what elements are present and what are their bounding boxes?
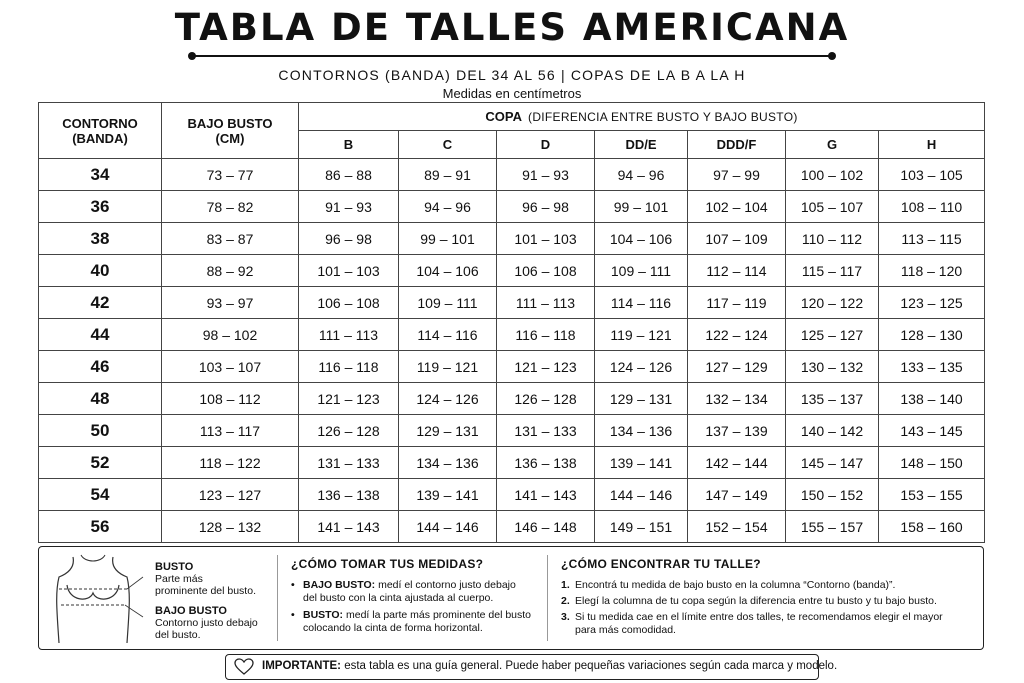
cup-cell: 137 – 139 — [688, 415, 786, 447]
cup-cell: 104 – 106 — [399, 255, 497, 287]
underbust-cell: 93 – 97 — [162, 287, 299, 319]
cup-cell: 153 – 155 — [879, 479, 985, 511]
cup-cell: 119 – 121 — [595, 319, 688, 351]
cup-cell: 136 – 138 — [299, 479, 399, 511]
cup-cell: 155 – 157 — [786, 511, 879, 543]
header-cup: COPA (DIFERENCIA ENTRE BUSTO Y BAJO BUSTO) — [299, 103, 985, 131]
cup-cell: 116 – 118 — [299, 351, 399, 383]
cup-cell: 107 – 109 — [688, 223, 786, 255]
cup-cell: 89 – 91 — [399, 159, 497, 191]
cup-cell: 96 – 98 — [299, 223, 399, 255]
cup-cell: 139 – 141 — [399, 479, 497, 511]
header-cup-d: D — [497, 131, 595, 159]
cup-cell: 128 – 130 — [879, 319, 985, 351]
heart-icon — [234, 658, 254, 676]
units-note: Medidas en centímetros — [442, 86, 582, 101]
cup-cell: 141 – 143 — [299, 511, 399, 543]
cup-cell: 125 – 127 — [786, 319, 879, 351]
busto-label: BUSTO Parte más prominente del busto. — [155, 561, 256, 597]
important-text: IMPORTANTE: esta tabla es una guía general. Puede haber pequeñas variaciones según cada marca y modelo. — [262, 660, 838, 672]
find-list — [561, 579, 971, 640]
underbust-cell: 113 – 117 — [162, 415, 299, 447]
cup-cell: 141 – 143 — [497, 479, 595, 511]
cup-cell: 108 – 110 — [879, 191, 985, 223]
cup-cell: 103 – 105 — [879, 159, 985, 191]
cup-cell: 145 – 147 — [786, 447, 879, 479]
cup-cell: 122 – 124 — [688, 319, 786, 351]
cup-cell: 113 – 115 — [879, 223, 985, 255]
cup-cell: 96 – 98 — [497, 191, 595, 223]
bajo-busto-label: BAJO BUSTO Contorno justo debajo del busto. — [155, 605, 258, 641]
underbust-cell: 83 – 87 — [162, 223, 299, 255]
cup-cell: 144 – 146 — [399, 511, 497, 543]
cup-cell: 118 – 120 — [879, 255, 985, 287]
cup-cell: 143 – 145 — [879, 415, 985, 447]
cup-cell: 105 – 107 — [786, 191, 879, 223]
cup-cell: 124 – 126 — [399, 383, 497, 415]
cup-cell: 117 – 119 — [688, 287, 786, 319]
size-table — [38, 102, 985, 543]
band-cell: 56 — [39, 511, 162, 543]
panel-divider — [547, 555, 548, 641]
cup-cell: 100 – 102 — [786, 159, 879, 191]
find-item: 3. Si tu medida cae en el límite entre dos talles, te recomendamos elegir el mayor para más comodidad. — [561, 611, 943, 636]
table-row — [39, 223, 985, 255]
underbust-cell: 123 – 127 — [162, 479, 299, 511]
band-cell: 40 — [39, 255, 162, 287]
band-cell: 44 — [39, 319, 162, 351]
cup-cell: 104 – 106 — [595, 223, 688, 255]
underbust-cell: 108 – 112 — [162, 383, 299, 415]
cup-cell: 130 – 132 — [786, 351, 879, 383]
table-row — [39, 159, 985, 191]
title-divider — [192, 55, 832, 57]
header-underbust: BAJO BUSTO (CM) — [162, 103, 299, 159]
header-band: CONTORNO (BANDA) — [39, 103, 162, 159]
cup-cell: 101 – 103 — [299, 255, 399, 287]
cup-cell: 123 – 125 — [879, 287, 985, 319]
band-cell: 50 — [39, 415, 162, 447]
cup-cell: 149 – 151 — [595, 511, 688, 543]
cup-cell: 131 – 133 — [497, 415, 595, 447]
cup-cell: 109 – 111 — [595, 255, 688, 287]
table-row — [39, 351, 985, 383]
find-item: 2. Elegí la columna de tu copa según la diferencia entre tu busto y tu bajo busto. — [561, 595, 937, 607]
table-row — [39, 191, 985, 223]
cup-cell: 144 – 146 — [595, 479, 688, 511]
cup-cell: 114 – 116 — [399, 319, 497, 351]
header-cup-g: G — [786, 131, 879, 159]
table-row — [39, 287, 985, 319]
cup-cell: 133 – 135 — [879, 351, 985, 383]
band-cell: 48 — [39, 383, 162, 415]
cup-cell: 119 – 121 — [399, 351, 497, 383]
find-title: ¿CÓMO ENCONTRAR TU TALLE? — [561, 557, 761, 571]
page-title: TABLA DE TALLES AMERICANA — [174, 6, 850, 49]
cup-cell: 136 – 138 — [497, 447, 595, 479]
band-cell: 54 — [39, 479, 162, 511]
cup-cell: 101 – 103 — [497, 223, 595, 255]
band-cell: 42 — [39, 287, 162, 319]
cup-cell: 148 – 150 — [879, 447, 985, 479]
cup-cell: 127 – 129 — [688, 351, 786, 383]
cup-cell: 121 – 123 — [497, 351, 595, 383]
table-row — [39, 447, 985, 479]
table-row — [39, 479, 985, 511]
cup-cell: 102 – 104 — [688, 191, 786, 223]
cup-cell: 91 – 93 — [497, 159, 595, 191]
cup-cell: 132 – 134 — [688, 383, 786, 415]
band-cell: 38 — [39, 223, 162, 255]
cup-cell: 106 – 108 — [497, 255, 595, 287]
cup-cell: 150 – 152 — [786, 479, 879, 511]
underbust-cell: 73 – 77 — [162, 159, 299, 191]
cup-cell: 131 – 133 — [299, 447, 399, 479]
cup-cell: 134 – 136 — [595, 415, 688, 447]
underbust-cell: 78 – 82 — [162, 191, 299, 223]
cup-cell: 124 – 126 — [595, 351, 688, 383]
cup-cell: 129 – 131 — [399, 415, 497, 447]
cup-cell: 152 – 154 — [688, 511, 786, 543]
cup-cell: 158 – 160 — [879, 511, 985, 543]
cup-cell: 91 – 93 — [299, 191, 399, 223]
underbust-cell: 103 – 107 — [162, 351, 299, 383]
underbust-cell: 88 – 92 — [162, 255, 299, 287]
how-to-list — [291, 579, 539, 639]
cup-cell: 142 – 144 — [688, 447, 786, 479]
cup-cell: 116 – 118 — [497, 319, 595, 351]
header-cup-b: B — [299, 131, 399, 159]
table-row — [39, 383, 985, 415]
header-cup-ddd-f: DDD/F — [688, 131, 786, 159]
cup-cell: 99 – 101 — [399, 223, 497, 255]
cup-cell: 115 – 117 — [786, 255, 879, 287]
cup-cell: 111 – 113 — [497, 287, 595, 319]
cup-cell: 112 – 114 — [688, 255, 786, 287]
band-cell: 34 — [39, 159, 162, 191]
band-cell: 52 — [39, 447, 162, 479]
band-cell: 46 — [39, 351, 162, 383]
cup-cell: 109 – 111 — [399, 287, 497, 319]
cup-cell: 139 – 141 — [595, 447, 688, 479]
cup-cell: 138 – 140 — [879, 383, 985, 415]
underbust-cell: 98 – 102 — [162, 319, 299, 351]
cup-cell: 134 – 136 — [399, 447, 497, 479]
cup-cell: 97 – 99 — [688, 159, 786, 191]
page-subtitle: CONTORNOS (BANDA) DEL 34 AL 56 | COPAS DE LA B A LA H — [278, 67, 746, 83]
underbust-cell: 118 – 122 — [162, 447, 299, 479]
header-cup-c: C — [399, 131, 497, 159]
cup-cell: 129 – 131 — [595, 383, 688, 415]
cup-cell: 99 – 101 — [595, 191, 688, 223]
cup-cell: 94 – 96 — [399, 191, 497, 223]
cup-cell: 114 – 116 — [595, 287, 688, 319]
cup-cell: 94 – 96 — [595, 159, 688, 191]
cup-cell: 120 – 122 — [786, 287, 879, 319]
torso-measure-icon — [51, 553, 147, 645]
important-note — [225, 654, 838, 680]
header-cup-dd-e: DD/E — [595, 131, 688, 159]
find-item: 1. Encontrá tu medida de bajo busto en la columna “Contorno (banda)”. — [561, 579, 896, 591]
cup-cell: 135 – 137 — [786, 383, 879, 415]
how-to-title: ¿CÓMO TOMAR TUS MEDIDAS? — [291, 557, 484, 571]
cup-cell: 147 – 149 — [688, 479, 786, 511]
cup-cell: 110 – 112 — [786, 223, 879, 255]
header-cup-h: H — [879, 131, 985, 159]
cup-cell: 111 – 113 — [299, 319, 399, 351]
how-to-item: • BUSTO: medí la parte más prominente del busto colocando la cinta de forma horizontal. — [291, 609, 532, 634]
cup-cell: 146 – 148 — [497, 511, 595, 543]
cup-cell: 106 – 108 — [299, 287, 399, 319]
cup-cell: 140 – 142 — [786, 415, 879, 447]
cup-cell: 126 – 128 — [299, 415, 399, 447]
how-to-item: • BAJO BUSTO: medí el contorno justo debajo del busto con la cinta ajustada al cuerpo. — [291, 579, 516, 604]
cup-cell: 126 – 128 — [497, 383, 595, 415]
cup-cell: 86 – 88 — [299, 159, 399, 191]
band-cell: 36 — [39, 191, 162, 223]
table-row — [39, 415, 985, 447]
table-row — [39, 511, 985, 543]
measurement-info-panel — [38, 546, 984, 650]
table-row — [39, 255, 985, 287]
underbust-cell: 128 – 132 — [162, 511, 299, 543]
table-row — [39, 319, 985, 351]
panel-divider — [277, 555, 278, 641]
cup-cell: 121 – 123 — [299, 383, 399, 415]
